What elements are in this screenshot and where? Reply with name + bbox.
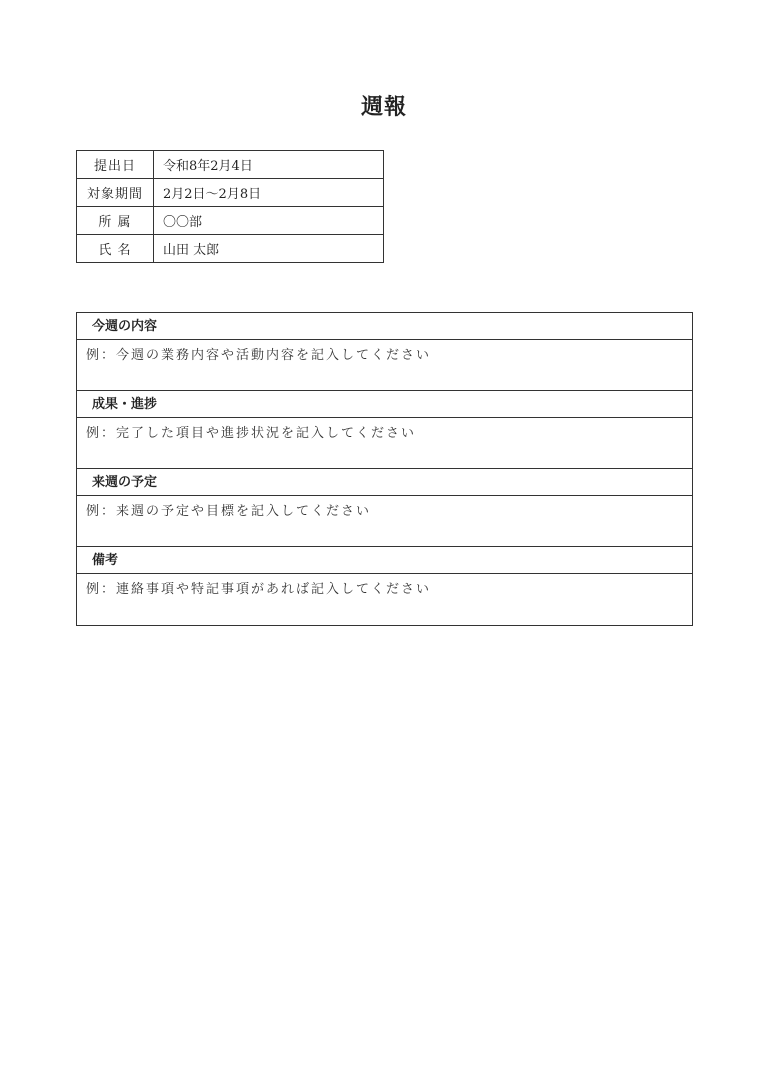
progress-field[interactable]: 例：完了した項目や進捗状況を記入してください xyxy=(77,418,692,469)
submit-date-field[interactable]: 令和8年2月4日 xyxy=(154,151,384,179)
page-title: 週報 xyxy=(360,94,407,120)
section-this-week xyxy=(77,313,692,391)
next-week-field[interactable]: 例：来週の予定や目標を記入してください xyxy=(77,496,692,547)
info-row-name xyxy=(77,235,384,263)
section-progress xyxy=(77,391,692,469)
info-label: 氏 名 xyxy=(77,235,154,263)
section-next-week xyxy=(77,469,692,547)
info-table xyxy=(76,150,384,263)
info-row-department xyxy=(77,207,384,235)
name-field[interactable]: 山田 太郎 xyxy=(154,235,384,263)
this-week-field[interactable]: 例：今週の業務内容や活動内容を記入してください xyxy=(77,340,692,391)
info-row-submit-date xyxy=(77,151,384,179)
section-heading: 今週の内容 xyxy=(77,313,692,340)
notes-field[interactable]: 例：連絡事項や特記事項があれば記入してください xyxy=(86,582,432,597)
info-label: 提出日 xyxy=(77,151,154,179)
section-notes xyxy=(77,547,692,625)
section-heading: 来週の予定 xyxy=(77,469,692,496)
period-field[interactable]: 2月2日〜2月8日 xyxy=(154,179,384,207)
report-table xyxy=(76,312,693,626)
section-heading: 備考 xyxy=(77,547,692,574)
department-field[interactable]: 〇〇部 xyxy=(154,207,384,235)
info-label: 対象期間 xyxy=(77,179,154,207)
section-heading: 成果・進捗 xyxy=(77,391,692,418)
info-label: 所 属 xyxy=(77,207,154,235)
info-row-period xyxy=(77,179,384,207)
